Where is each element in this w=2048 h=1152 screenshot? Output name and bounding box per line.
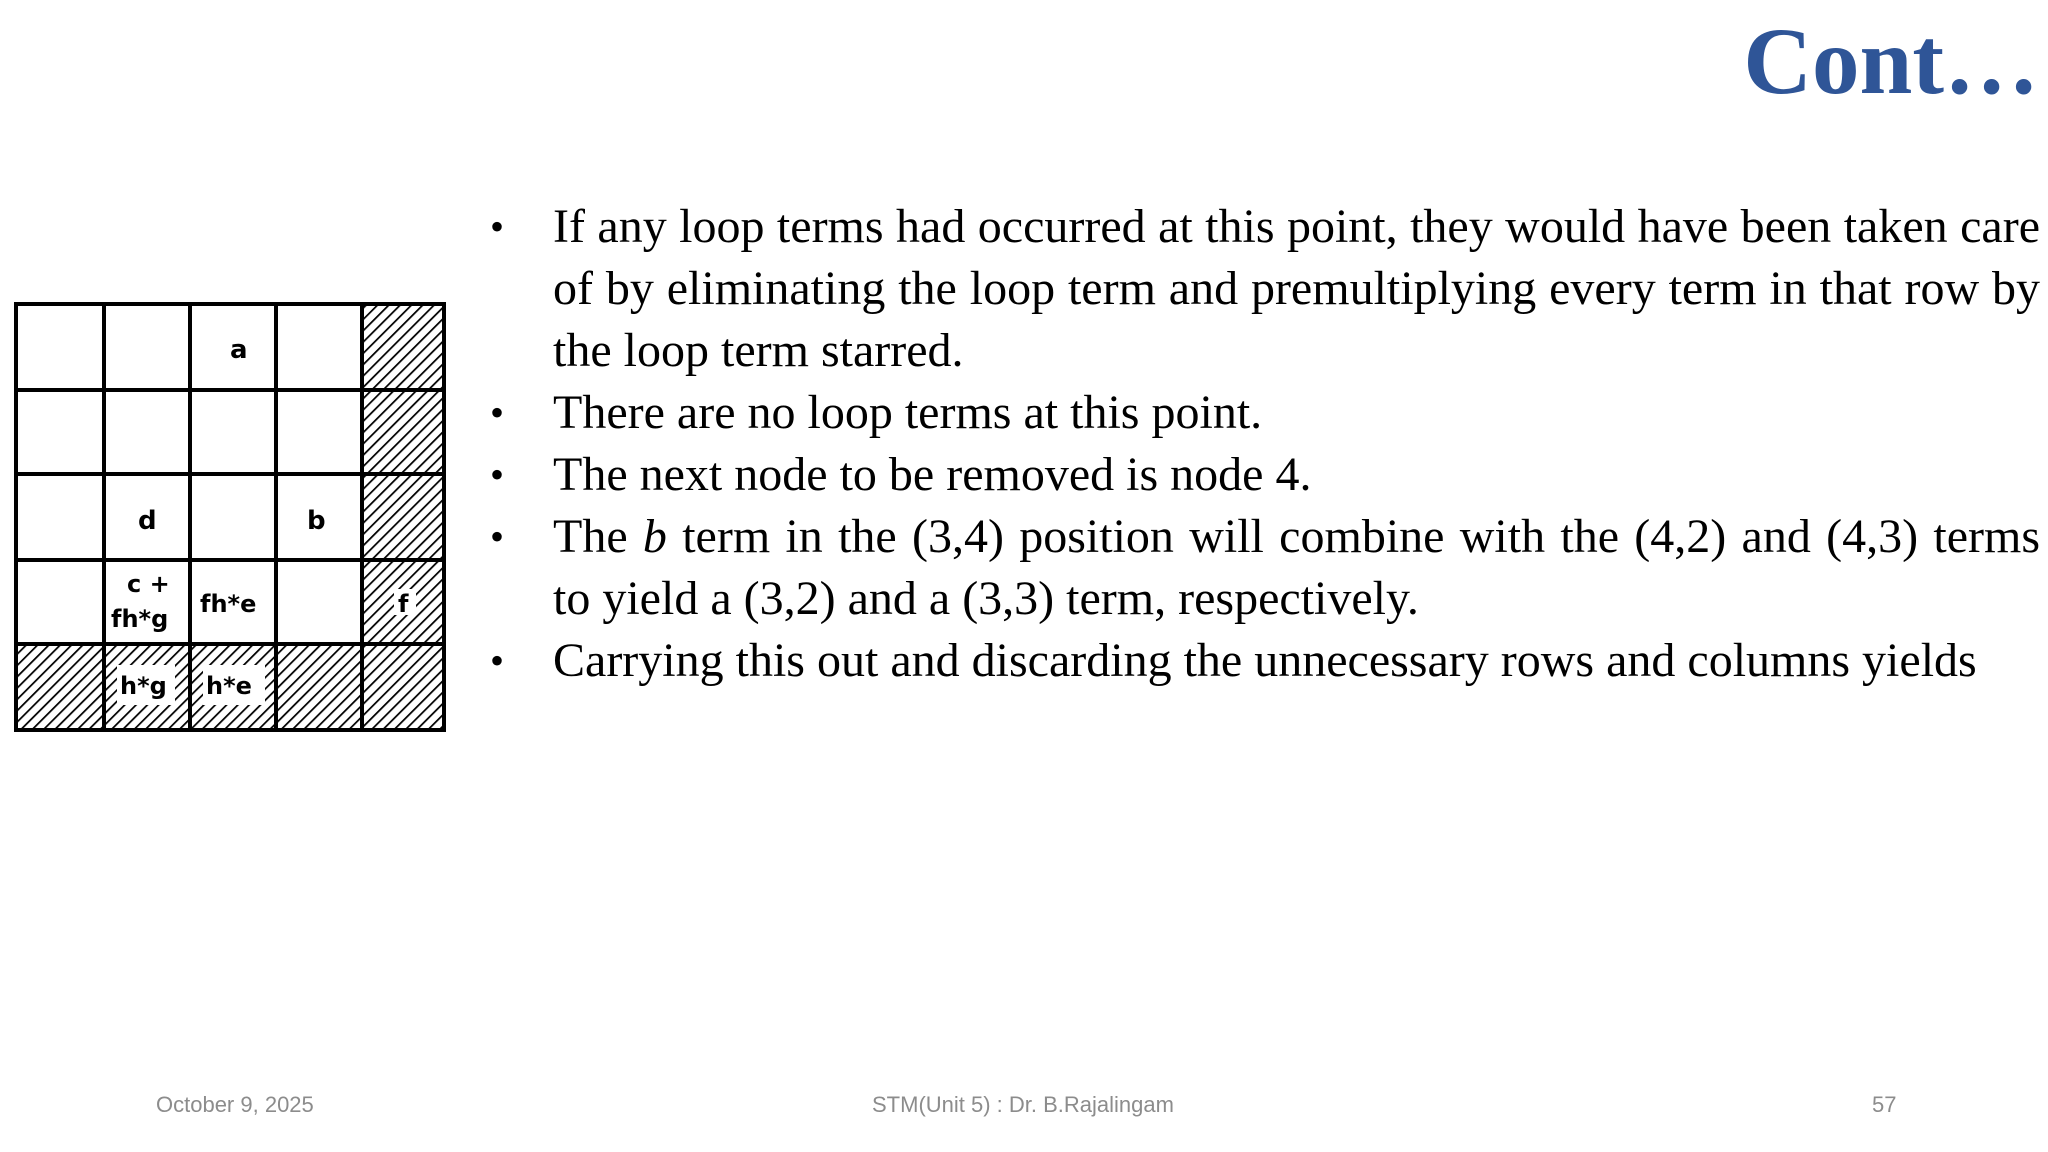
- bullet-icon: •: [490, 638, 505, 683]
- bullet-item: [490, 196, 2040, 382]
- matrix-label-b: b: [307, 506, 326, 536]
- bullet-text-continued: term in the (3,4) position will combine with the (4,2) and (4,3) terms to yield a (3,2) and a (3,3) term, respectively.: [553, 510, 2041, 625]
- matrix-label-f: f: [398, 590, 409, 618]
- bullet-text: If any loop terms had occurred at this point, they would have been taken care of by eliminating the loop term and premultiplying every term in that row by the loop term starred.: [553, 200, 2040, 377]
- bullet-text: The: [553, 510, 643, 563]
- footer-page-number: 57: [1872, 1092, 1897, 1117]
- footer-date: October 9, 2025: [156, 1092, 314, 1117]
- bullet-text: Carrying this out and discarding the unnecessary rows and columns yields: [553, 634, 1977, 687]
- bullet-icon: •: [490, 452, 505, 497]
- bullet-item: [490, 444, 2040, 506]
- bullet-item: [490, 506, 2040, 630]
- bullet-text: There are no loop terms at this point.: [553, 386, 1263, 439]
- bullet-item: [490, 382, 2040, 444]
- bullet-icon: •: [490, 204, 505, 249]
- bullet-icon: •: [490, 514, 505, 559]
- bullet-text: The next node to be removed is node 4.: [553, 448, 1312, 501]
- matrix-label-fhe: fh*e: [200, 590, 257, 618]
- matrix-label-he: h*e: [206, 672, 252, 700]
- matrix-label-a: a: [230, 335, 248, 365]
- matrix-label-fhg: fh*g: [111, 605, 169, 633]
- bullet-list: [490, 196, 2040, 692]
- footer-author: STM(Unit 5) : Dr. B.Rajalingam: [872, 1092, 1174, 1117]
- bullet-icon: •: [490, 390, 505, 435]
- matrix-figure: [10, 298, 452, 734]
- matrix-label-hg: h*g: [120, 672, 167, 700]
- bullet-item: [490, 630, 2040, 692]
- slide-title: Cont…: [1743, 8, 2039, 114]
- matrix-label-d: d: [138, 506, 157, 536]
- bullet-italic-term: b: [642, 510, 667, 563]
- matrix-label-c-plus: c +: [127, 570, 170, 598]
